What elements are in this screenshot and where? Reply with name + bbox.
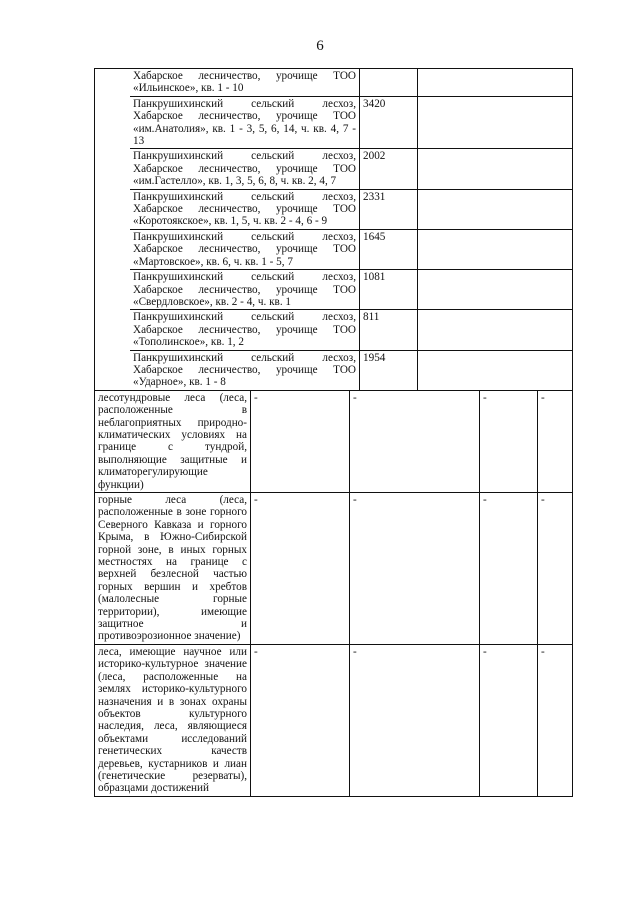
empty-cell [417,310,572,349]
value-cell: - [349,391,479,492]
location-cell: Панкрушихинский сельский лесхоз, Хабарское лесничество, урочище ТОО «Тополинское», кв. 1, 2 [133,311,356,349]
value-cell: - [349,645,479,796]
table-row [95,644,572,796]
area-cell: 3420 [359,97,417,149]
category-cell: лесотундровые леса (леса, расположенные в неблагоприятных природно-климатических условиях на границе с тундрой, выполняющие защитные и климаторегулирующие функции) [98,391,247,491]
value-cell: - [250,391,349,492]
table-row [130,229,572,269]
empty-cell [417,149,572,188]
table-row [130,148,572,188]
area-cell [359,69,417,96]
category-cell: леса, имеющие научное или историко-культурное значение (леса, расположенные на землях историко-культурного назначения и в зонах охраны объектов культурного наследия, леса, являющиеся объектами исследований генетических качеств деревьев, кустарников и лиан (генетические резерваты), образцами достижений [98,645,247,795]
value-cell: - [537,645,572,796]
location-cell: Панкрушихинский сельский лесхоз, Хабарское лесничество, урочище ТОО «им.Гастелло», кв. 1, 3, 5, 6, 8, ч. кв. 2, 4, 7 [133,150,356,188]
empty-cell [417,351,572,390]
area-cell: 2331 [359,190,417,229]
table-row [130,96,572,149]
table-row [130,350,572,390]
empty-cell [417,270,572,309]
area-cell: 1645 [359,230,417,269]
area-cell: 1954 [359,351,417,390]
value-cell: - [479,645,537,796]
area-cell: 811 [359,310,417,349]
location-cell: Панкрушихинский сельский лесхоз, Хабарское лесничество, урочище ТОО «Ударное», кв. 1 - 8 [133,351,356,389]
category-cell: горные леса (леса, расположенные в зоне горного Северного Кавказа и горного Крыма, в Южно-Сибирской горной зоне, в иных горных местностях на границе с верхней безлесной частью горных вершин и хребтов (малолесные горные территории), имеющие защитное и противоэрозионное значение) [98,494,247,643]
location-cell: Панкрушихинский сельский лесхоз, Хабарское лесничество, урочище ТОО «им.Анатолия», кв. 1 - 3, 5, 6, 14, ч. кв. 4, 7 - 13 [133,97,356,148]
empty-cell [417,97,572,149]
table-row [130,69,572,96]
value-cell: - [537,493,572,644]
value-cell: - [537,391,572,492]
table-row [130,309,572,349]
empty-cell [417,190,572,229]
table-row [130,269,572,309]
continuation-block [95,69,572,390]
area-cell: 2002 [359,149,417,188]
table-row [130,189,572,229]
location-cell: Панкрушихинский сельский лесхоз, Хабарское лесничество, урочище ТОО «Свердловское», кв. 2 - 4, ч. кв. 1 [133,271,356,308]
table-row [95,492,572,644]
empty-cell [417,69,572,96]
value-cell: - [250,645,349,796]
forest-rows-group [130,69,572,390]
empty-category-cell [95,69,130,390]
location-cell: Хабарское лесничество, урочище ТОО «Ильинское», кв. 1 - 10 [133,70,356,95]
value-cell: - [479,391,537,492]
page-number: 6 [316,38,324,54]
value-cell: - [250,493,349,644]
value-cell: - [349,493,479,644]
area-cell: 1081 [359,270,417,309]
empty-cell [417,230,572,269]
table-row [95,390,572,492]
value-cell: - [479,493,537,644]
forest-table [94,68,573,797]
location-cell: Панкрушихинский сельский лесхоз, Хабарское лесничество, урочище ТОО «Мартовское», кв. 6, ч. кв. 1 - 5, 7 [133,230,356,268]
location-cell: Панкрушихинский сельский лесхоз, Хабарское лесничество, урочище ТОО «Коротоякское», кв. 1, 5, ч. кв. 2 - 4, 6 - 9 [133,190,356,228]
